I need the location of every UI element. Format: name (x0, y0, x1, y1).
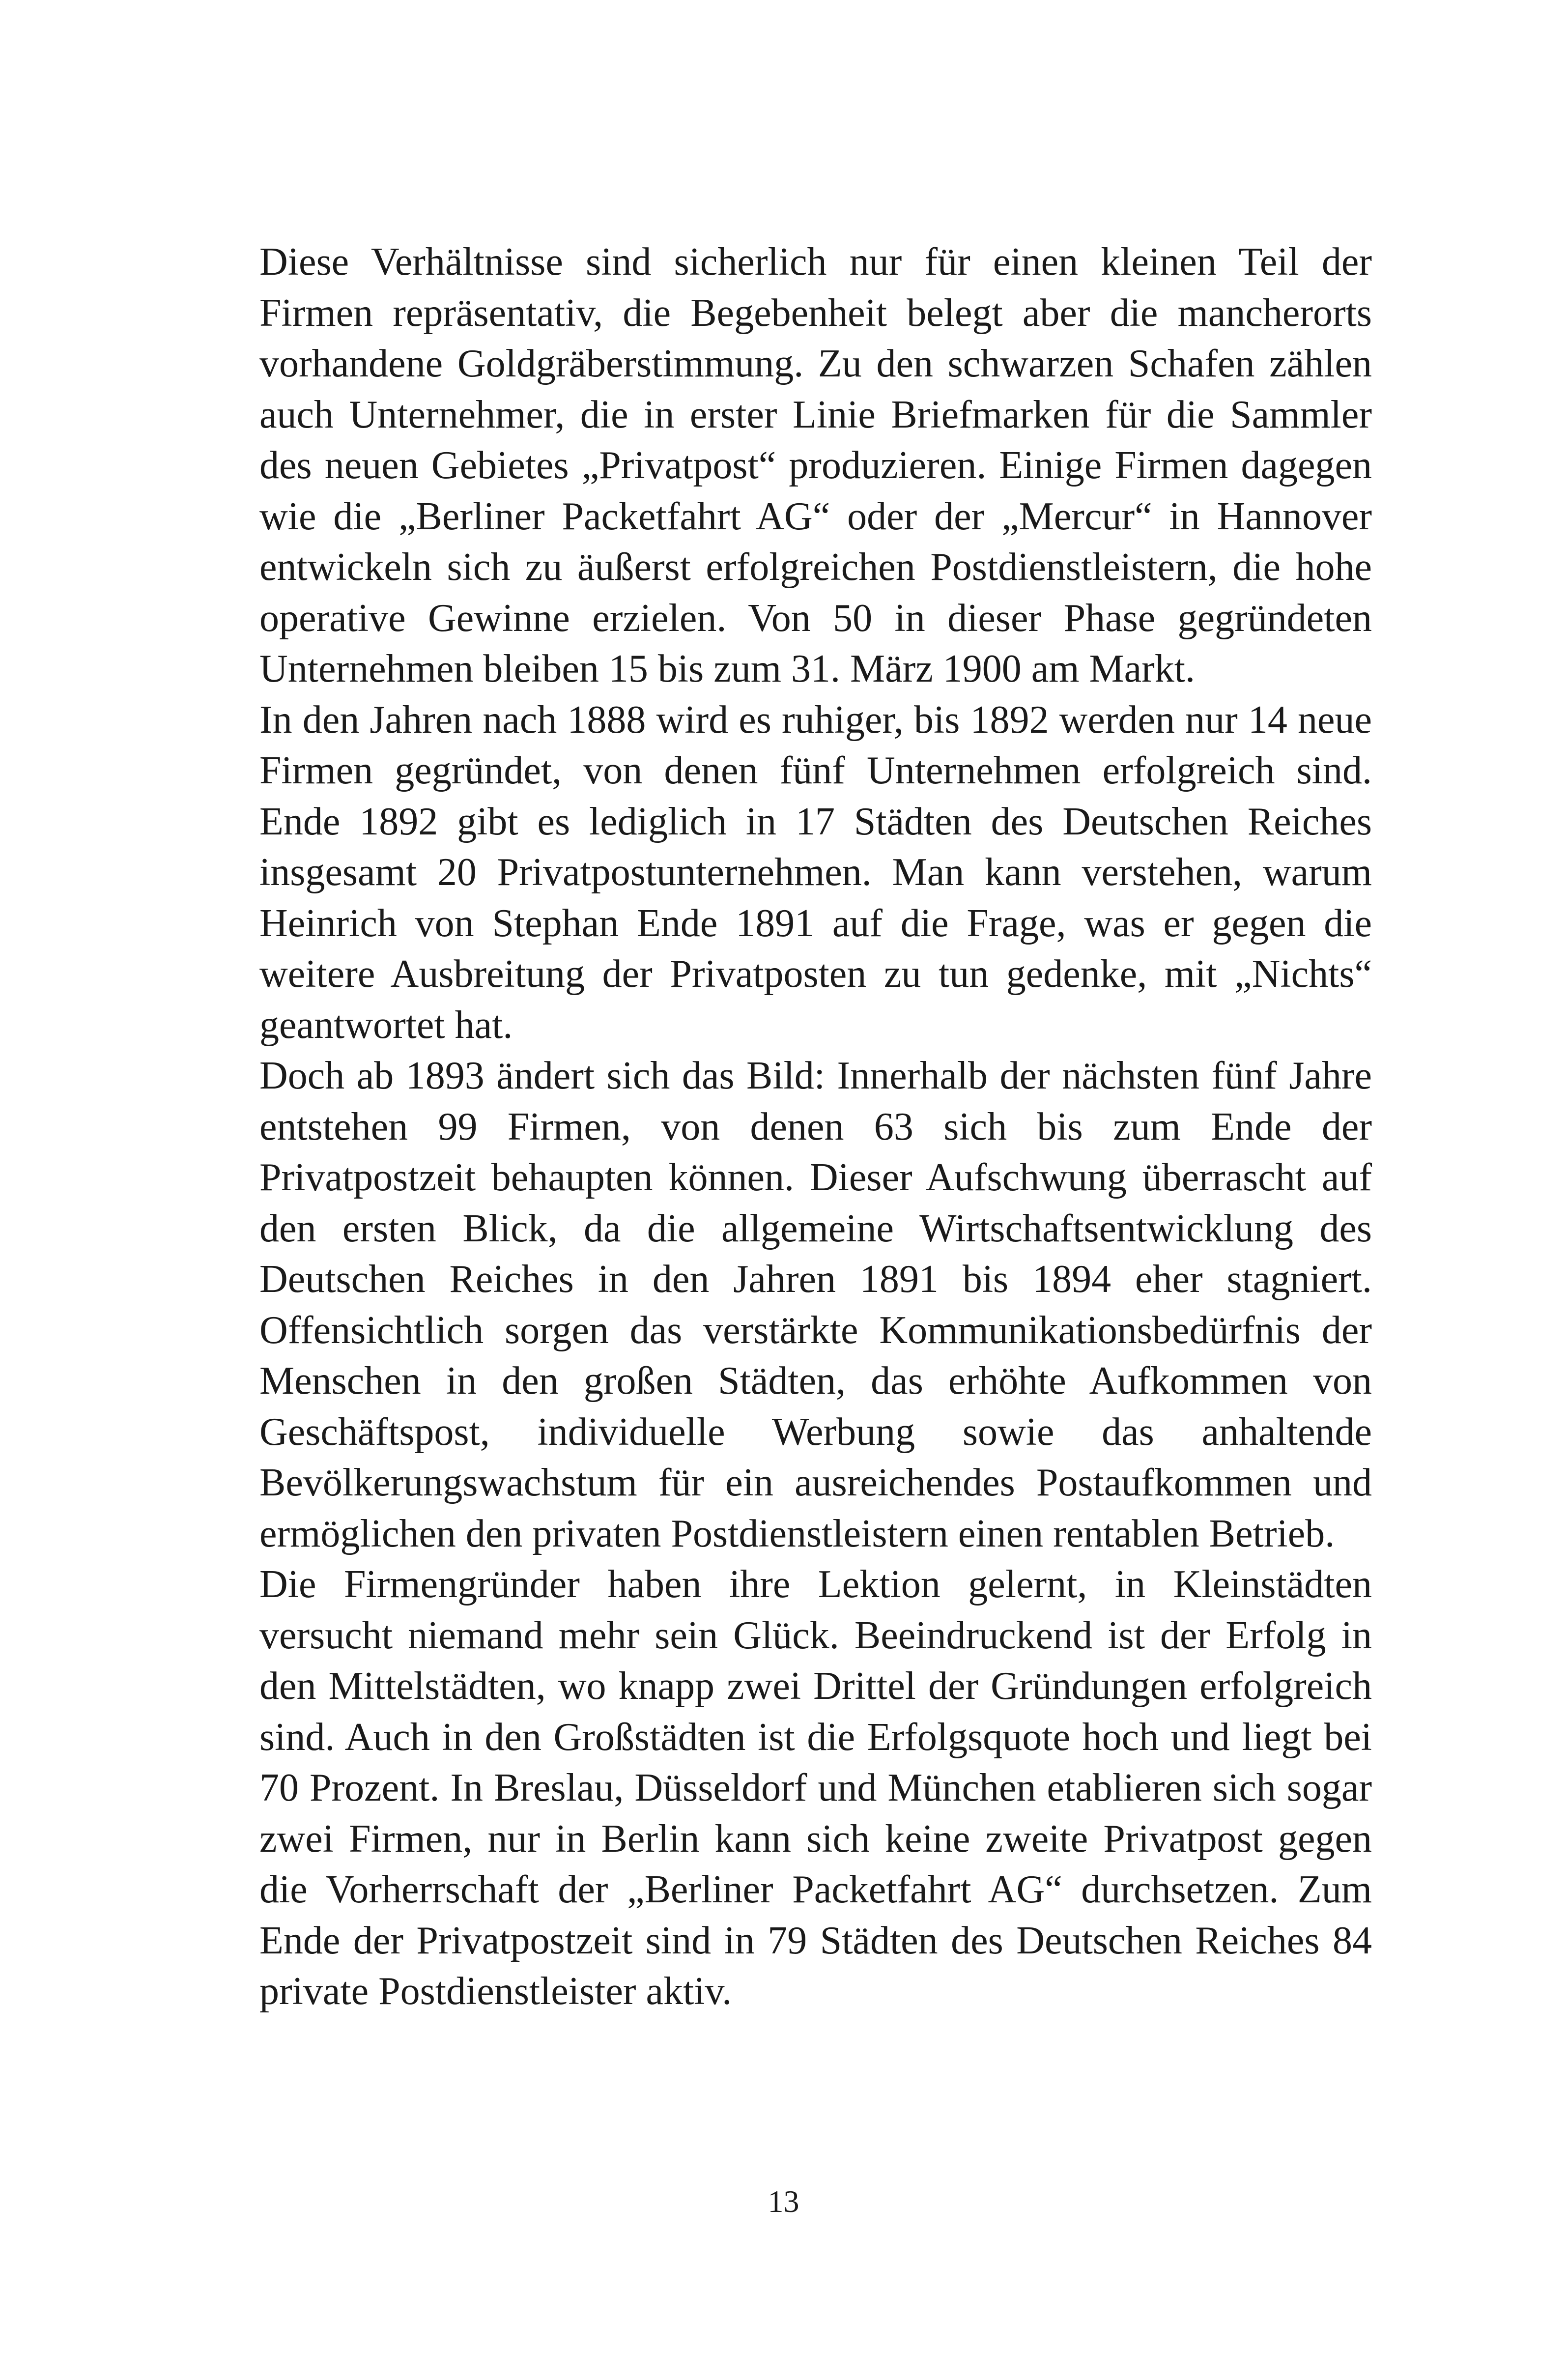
body-text (259, 237, 1372, 2017)
paragraph-4: Die Firmengründer haben ihre Lektion gelernt, in Kleinstädten versucht niemand mehr sein Glück. Beeindruckend ist der Erfolg in den Mittelstädten, wo knapp zwei Drittel der Gründungen erfolgreich sind. Auch in den Großstädten ist die Erfolgsquote hoch und liegt bei 70 Prozent. In Breslau, Düsseldorf und München etablieren sich sogar zwei Firmen, nur in Berlin kann sich keine zweite Privatpost gegen die Vorherrschaft der „Berliner Packetfahrt AG“ durchsetzen. Zum Ende der Privatpostzeit sind in 79 Städten des Deutschen Reiches 84 private Postdienstleister aktiv. (259, 1563, 1372, 2013)
page-number: 13 (768, 2184, 799, 2219)
paragraph-2: In den Jahren nach 1888 wird es ruhiger, bis 1892 werden nur 14 neue Firmen gegründet, von denen fünf Unternehmen erfolgreich sind. Ende 1892 gibt es lediglich in 17 Städten des Deutschen Reiches insgesamt 20 Privatpostunternehmen. Man kann verstehen, warum Heinrich von Stephan Ende 1891 auf die Frage, was er gegen die weitere Ausbreitung der Privatposten zu tun gedenke, mit „Nichts“ geantwortet hat. (259, 698, 1372, 1047)
paragraph-3: Doch ab 1893 ändert sich das Bild: Innerhalb der nächsten fünf Jahre entstehen 99 Firmen, von denen 63 sich bis zum Ende der Privatpostzeit behaupten können. Dieser Aufschwung überrascht auf den ersten Blick, da die allgemeine Wirtschaftsentwicklung des Deutschen Reiches in den Jahren 1891 bis 1894 eher stagniert. Offensichtlich sorgen das verstärkte Kommunikationsbedürfnis der Menschen in den großen Städten, das erhöhte Aufkommen von Geschäftspost, individuelle Werbung sowie das anhaltende Bevölkerungswachstum für ein ausreichendes Postaufkommen und ermöglichen den privaten Postdienstleistern einen rentablen Betrieb. (259, 1054, 1372, 1555)
paragraph-1: Diese Verhältnisse sind sicherlich nur für einen kleinen Teil der Firmen repräsentativ, die Begebenheit belegt aber die mancherorts vorhandene Goldgräberstimmung. Zu den schwarzen Schafen zählen auch Unternehmer, die in erster Linie Briefmarken für die Sammler des neuen Gebietes „Privatpost“ produzieren. Einige Firmen dagegen wie die „Berliner Packetfahrt AG“ oder der „Mercur“ in Hannover entwickeln sich zu äußerst erfolgreichen Postdienstleistern, die hohe operative Gewinne erzielen. Von 50 in dieser Phase gegründeten Unternehmen bleiben 15 bis zum 31. März 1900 am Markt. (259, 240, 1372, 690)
